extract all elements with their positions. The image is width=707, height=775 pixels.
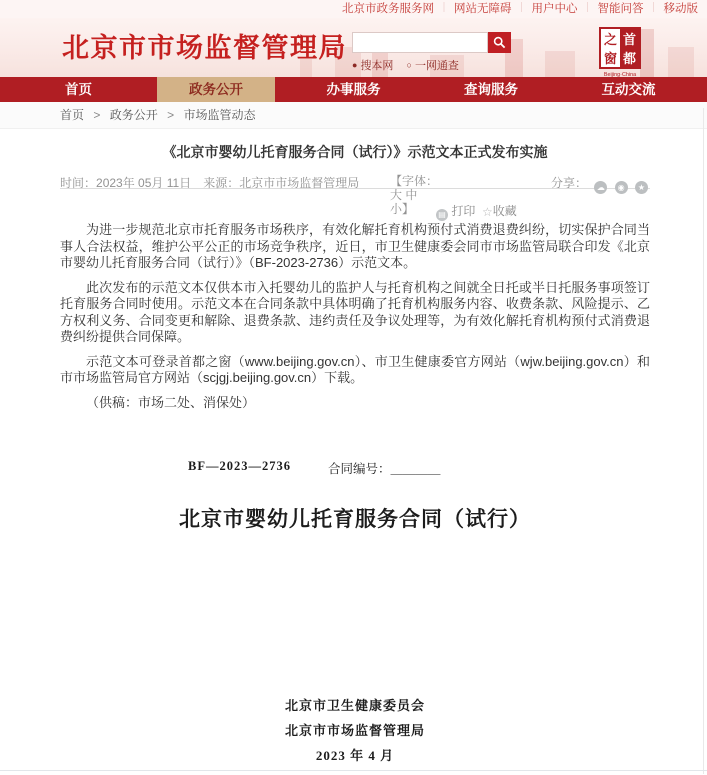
- topbar-link-mobile[interactable]: 移动版: [663, 3, 698, 15]
- building-silhouette: [640, 29, 654, 77]
- paragraph-byline: （供稿：市场二处、消保处）: [86, 394, 256, 410]
- breadcrumb-gov-open[interactable]: 政务公开: [109, 108, 158, 122]
- contract-number-line: [328, 459, 441, 477]
- topbar-link-smart-qa[interactable]: 智能问答: [597, 3, 644, 15]
- breadcrumb-separator: >: [167, 108, 175, 122]
- publish-time: 2023年 05月 11日: [96, 176, 192, 190]
- article-title: 《北京市婴幼儿托育服务合同（试行）》示范文本正式发布实施: [162, 144, 548, 160]
- page-bottom-divider: [0, 770, 707, 771]
- topbar-link-user-center[interactable]: 用户中心: [531, 3, 578, 15]
- nav-tab-services[interactable]: 办事服务: [326, 82, 381, 97]
- weibo-share-icon[interactable]: ◉: [615, 181, 628, 194]
- contract-issuers: [60, 693, 650, 768]
- radio-unselected-icon: ○: [406, 60, 412, 70]
- breadcrumb-separator: >: [93, 108, 101, 122]
- breadcrumb-home[interactable]: 首页: [60, 108, 85, 122]
- radio-selected-icon: ●: [352, 60, 358, 70]
- site-search: [352, 32, 511, 73]
- paragraph: 此次发布的示范文本仅供本市入托婴幼儿的监护人与托育机构之间就全日托或半日托服务事项签订托育服务合同时使用。示范文本在合同条款中具体明确了托育机构服务内容、收费条款、风险提示、乙方权利义务、合同变更和解除、退费条款、违约责任及争议处理等，为有效化解托育机构预付式消费退费纠纷提供合同保障。: [60, 279, 650, 344]
- breadcrumb-current: 市场监管动态: [183, 108, 256, 122]
- nav-tab-home[interactable]: 首页: [65, 82, 92, 97]
- article-meta: [60, 172, 650, 219]
- topbar-separator: ｜: [648, 3, 659, 14]
- site-search-input[interactable]: [352, 32, 488, 53]
- print-button[interactable]: 打印: [451, 204, 476, 218]
- search-scope-options: [352, 57, 511, 73]
- article-content: [0, 142, 707, 775]
- paragraph: 示范文本可登录首都之窗（www.beijing.gov.cn）、市卫生健康委官方网站（wjw.beijing.gov.cn）和市市场监管局官方网站（scjgj.beijing.gov.cn）下载。: [60, 353, 650, 385]
- search-scope-this-site[interactable]: ● 搜本网: [352, 60, 394, 72]
- paragraph: 为进一步规范北京市托育服务市场秩序，有效化解托育机构预付式消费退费纠纷，切实保护合同当事人合法权益，维护公平公正的市场竞争秩序，近日，市卫生健康委会同市市场监管局联合印发《北京市婴幼儿托育服务合同（试行）》（BF-2023-2736）示范文本。: [60, 222, 650, 270]
- favorite-icon: ☆: [482, 205, 493, 219]
- building-silhouette: [668, 47, 694, 77]
- favorite-share-icon[interactable]: ★: [635, 181, 648, 194]
- search-button[interactable]: [488, 32, 511, 53]
- masthead: [0, 18, 707, 77]
- site-title: 北京市市场监督管理局: [62, 33, 347, 63]
- share-label: 分享：: [550, 176, 587, 190]
- wechat-share-icon[interactable]: ☁: [594, 181, 607, 194]
- article-body: [60, 222, 650, 411]
- topbar-separator: ｜: [582, 3, 593, 14]
- article-actions: [436, 202, 517, 221]
- scrollbar-track-line: [703, 108, 704, 774]
- font-size-medium[interactable]: 中: [405, 188, 418, 202]
- article-meta-left: [60, 174, 359, 191]
- issuer-line: 北京市市场监督管理局: [284, 723, 425, 738]
- contract-title: 北京市婴幼儿托育服务合同（试行）: [179, 507, 531, 531]
- issue-date: 2023 年 4 月: [315, 748, 395, 763]
- main-nav: [0, 77, 707, 102]
- topbar-separator: ｜: [516, 3, 527, 14]
- font-control-open: 【字体：: [390, 174, 439, 188]
- font-size-small[interactable]: 小: [390, 202, 403, 216]
- font-control-close: 】: [402, 202, 415, 216]
- breadcrumb: [0, 102, 707, 129]
- document-code: BF—2023—2736: [188, 459, 291, 473]
- time-label: 时间：: [60, 176, 97, 190]
- topbar-link-gov-service[interactable]: 北京市政务服务网: [342, 3, 434, 15]
- capital-window-seal-logo[interactable]: 之 首 窗 都: [599, 27, 641, 69]
- issuer-line: 北京市卫生健康委员会: [284, 698, 425, 713]
- search-icon: [493, 36, 506, 49]
- building-silhouette: [545, 51, 575, 77]
- favorite-button[interactable]: 收藏: [492, 204, 517, 218]
- seal-caption: Beijing·China: [603, 71, 637, 77]
- top-utility-bar: [0, 0, 707, 18]
- nav-tab-interaction[interactable]: 互动交流: [601, 82, 656, 97]
- search-scope-network[interactable]: ○ 一网通查: [406, 60, 459, 72]
- share-controls: [551, 174, 648, 194]
- topbar-link-accessibility[interactable]: 网站无障碍: [454, 3, 512, 15]
- source-name: 北京市市场监督管理局: [239, 176, 360, 190]
- contract-number-label: 合同编号：: [328, 462, 391, 476]
- contract-number-blank: ＿＿＿＿: [390, 462, 441, 476]
- topbar-separator: ｜: [439, 3, 449, 14]
- nav-tab-query[interactable]: 查询服务: [464, 82, 518, 97]
- print-icon: ▤: [436, 209, 448, 221]
- source-label: 来源：: [203, 176, 240, 190]
- nav-tab-gov-open[interactable]: 政务公开: [157, 77, 275, 102]
- font-size-large[interactable]: 大: [390, 188, 403, 202]
- contract-document-scan: [60, 443, 650, 775]
